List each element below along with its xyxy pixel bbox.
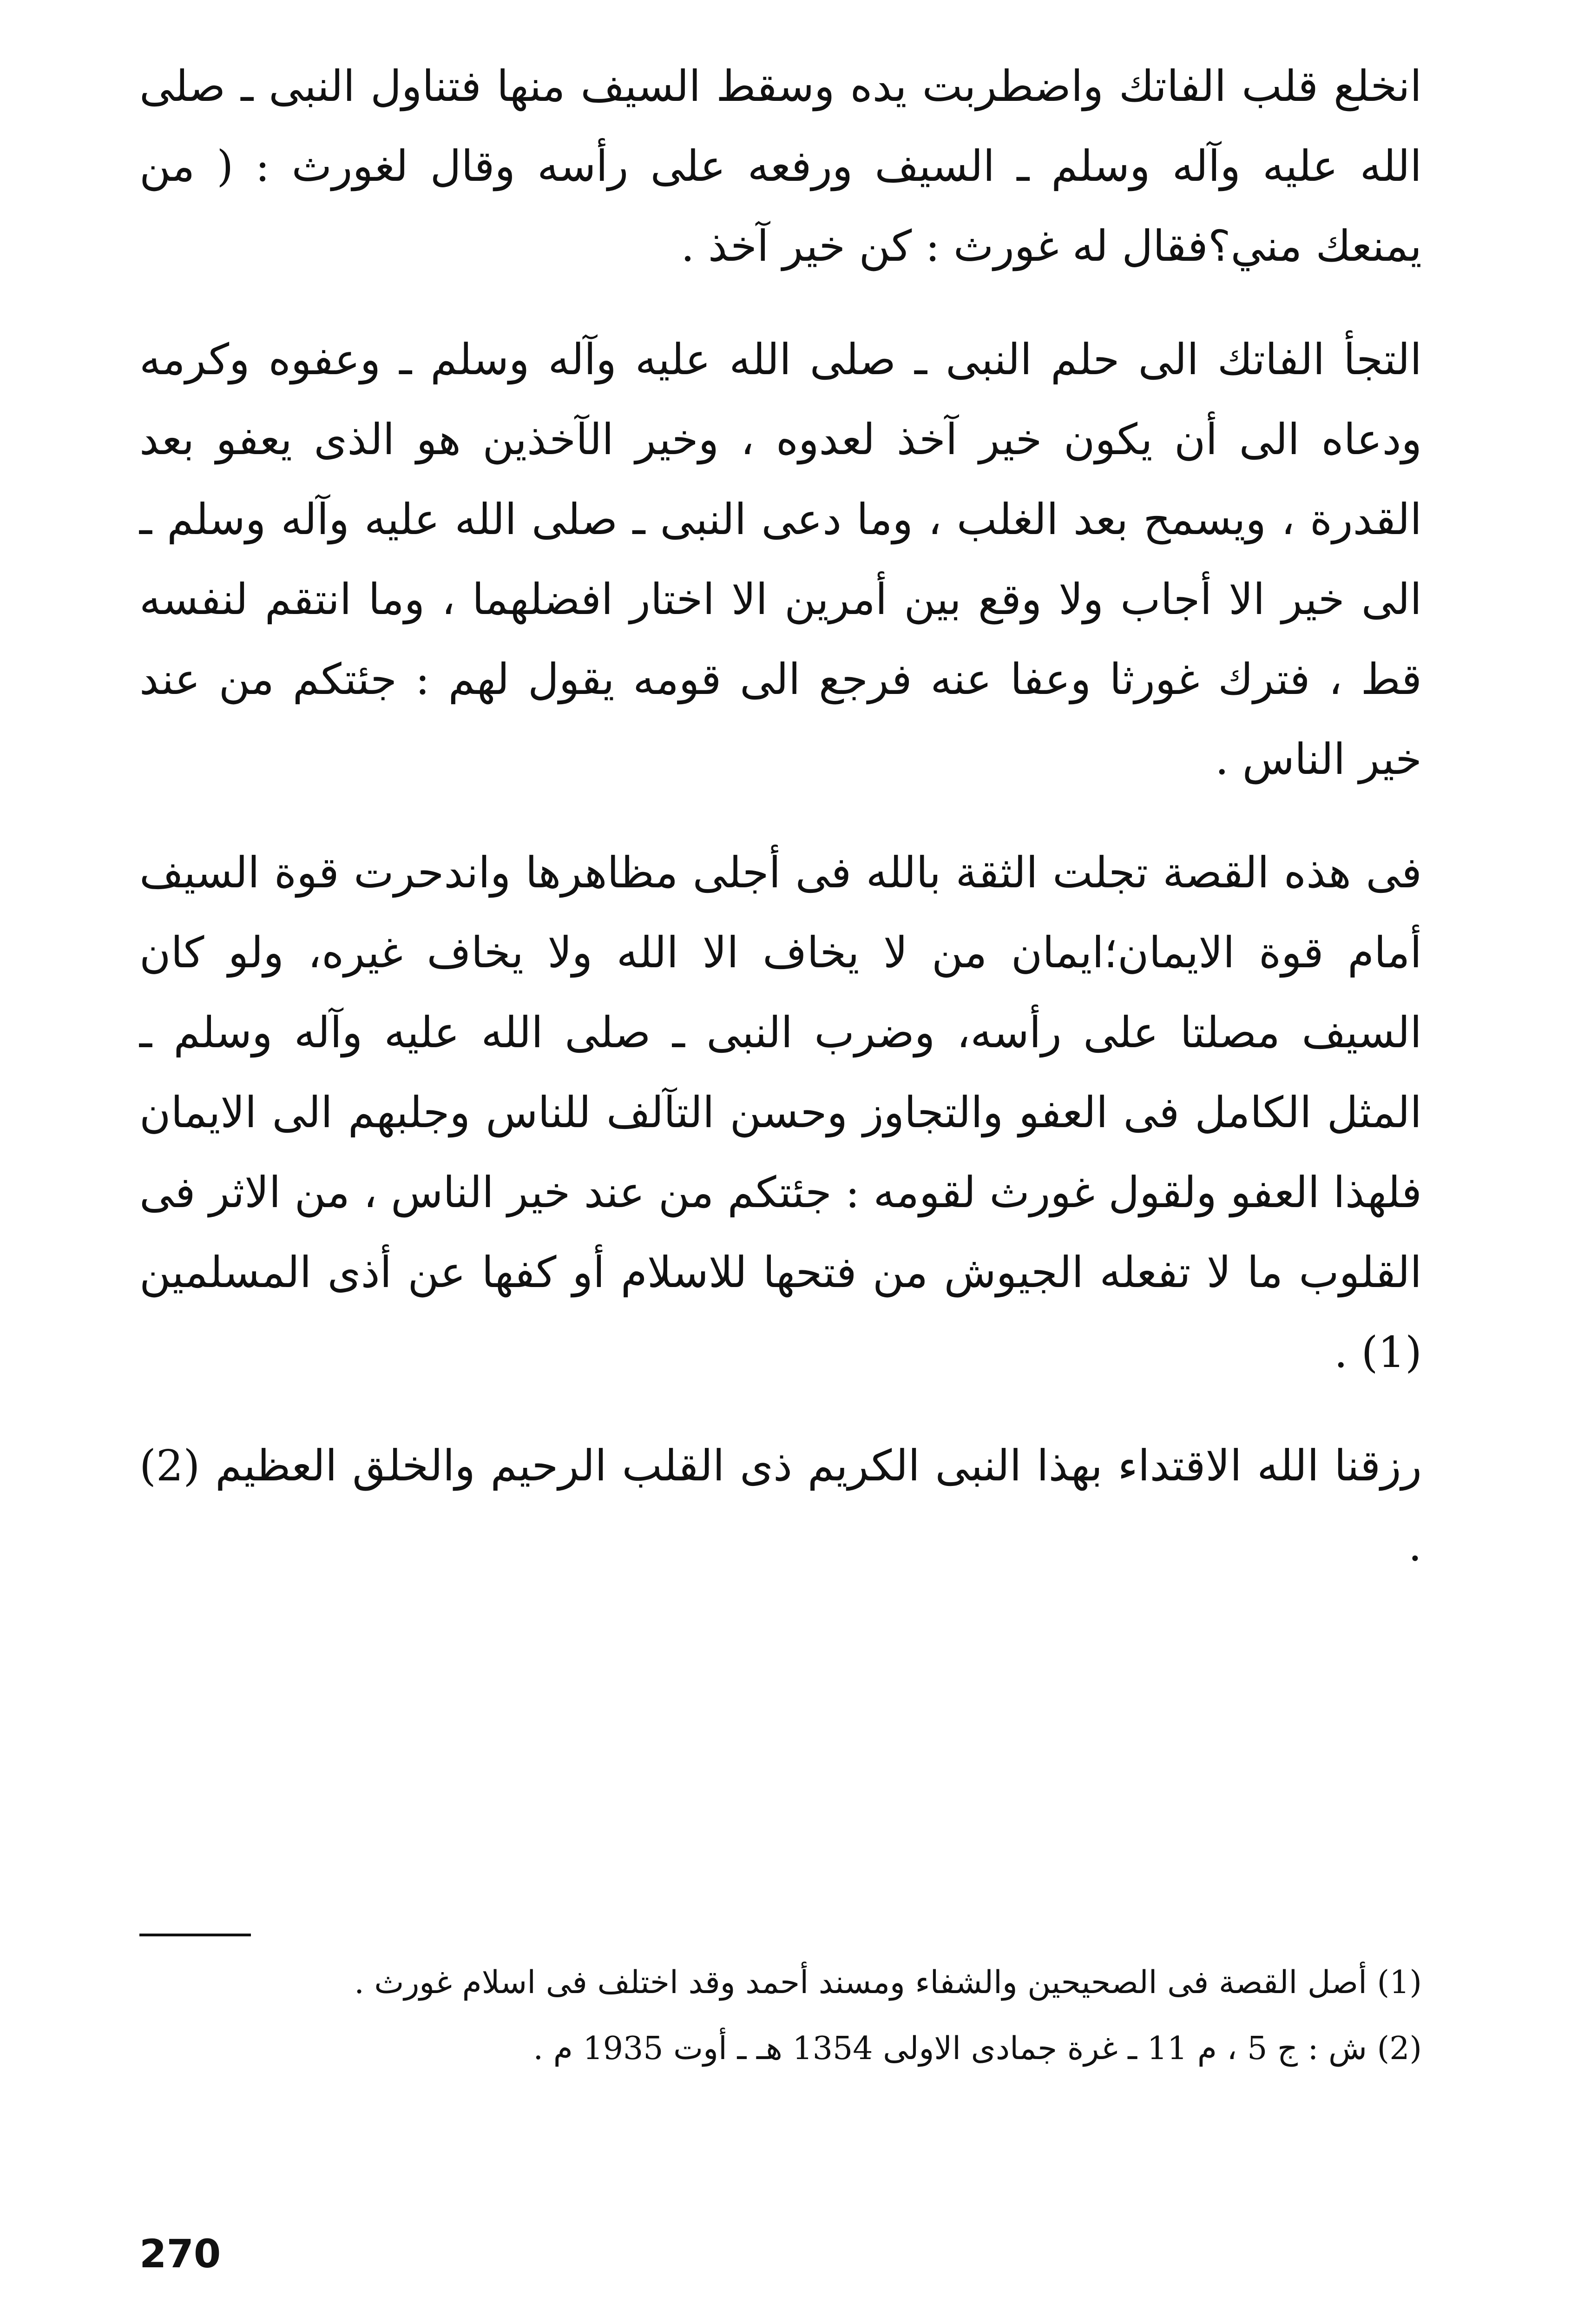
footnote-1: (1) أصل القصة فى الصحيحين والشفاء ومسند أحمد وقد اختلف فى اسلام غورث . xyxy=(354,1964,1422,2001)
paragraph-2: التجأ الفاتك الى حلم النبى ـ صلى الله عليه وآله وسلم ـ وعفوه وكرمه ودعاه الى أن يكون خير آخذ لعدوه ، وخير الآخذين هو الذى يعفو بعد القدرة ، ويسمح بعد الغلب ، وما دعى النبى ـ صلى الله عليه وآله وسلم ـ الى خير الا أجاب ولا وقع بين أمرين الا اختار افضلهما ، وما انتقم لنفسه قط ، فترك غورثا وعفا عنه فرجع الى قومه يقول لهم : جئتكم من عند خير الناس . xyxy=(139,335,1422,784)
paragraph-3: فى هذه القصة تجلت الثقة بالله فى أجلى مظاهرها واندحرت قوة السيف أمام قوة الايمان؛ايمان من لا يخاف الا الله ولا يخاف غيره، ولو كان السيف مصلتا على رأسه، وضرب النبى ـ صلى الله عليه وآله وسلم ـ المثل الكامل فى العفو والتجاوز وحسن التآلف للناس وجلبهم الى الايمان فلهذا العفو ولقول غورث لقومه : جئتكم من عند خير الناس ، من الاثر فى القلوب ما لا تفعله الجيوش من فتحها للاسلام أو كفها عن أذى المسلمين (1) . xyxy=(139,848,1422,1377)
footnote-list xyxy=(139,1952,1422,2080)
paragraph-4: رزقنا الله الاقتداء بهذا النبى الكريم ذى القلب الرحيم والخلق العظيم (2) . xyxy=(139,1441,1422,1571)
page-number: 270 xyxy=(139,2231,221,2277)
paragraph-1: انخلع قلب الفاتك واضطربت يده وسقط السيف منها فتناول النبى ـ صلى الله عليه وآله وسلم ـ السيف ورفعه على رأسه وقال لغورث : ( من يمنعك مني؟فقال له غورث : كن خير آخذ . xyxy=(139,61,1422,271)
book-page xyxy=(139,46,1422,2301)
footnote-2: (2) ش : ج 5 ، م 11 ـ غرة جمادى الاولى 1354 هـ ـ أوت 1935 م . xyxy=(533,2030,1422,2067)
footnote-divider xyxy=(139,1934,251,1936)
